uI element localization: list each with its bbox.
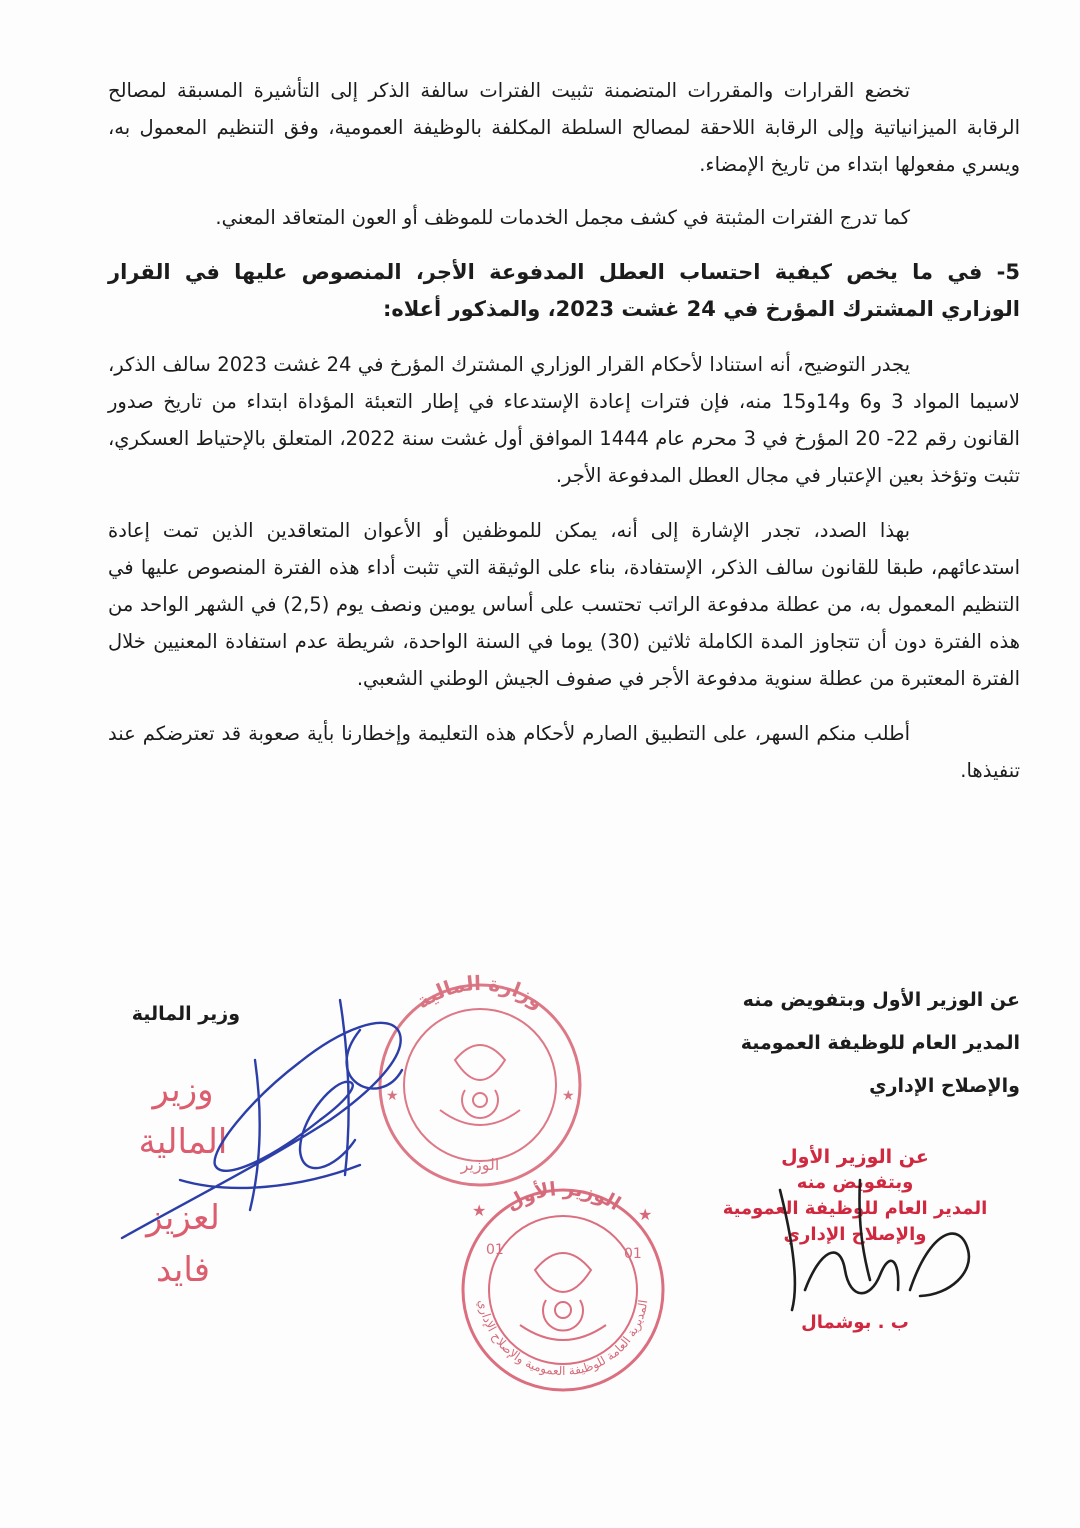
red-stamp-line-3: المدير العام للوظيفة العمومية <box>722 1198 988 1219</box>
emblem-icon <box>440 1045 520 1125</box>
red-stamp-name: ب . بوشمال <box>801 1312 909 1333</box>
prime-minister-seal <box>463 1178 663 1390</box>
finance-stamp-line-2: لعزيز فايد <box>146 1198 220 1290</box>
paragraph-closing-request: أطلب منكم السهر، على التطبيق الصارم لأحكام هذه التعليمة وإخطارنا بأية صعوبة قد تعترضكم عند تنفيذها. <box>108 722 1020 782</box>
red-stamp-line-4: والإصلاح الإداري <box>783 1224 927 1245</box>
director-signature <box>780 1180 969 1310</box>
signature-right-line-1: عن الوزير الأول وبتفويض منه <box>742 989 1020 1011</box>
finance-minister-signature <box>122 1000 402 1238</box>
svg-text:المديرية العامة للوظيفة العموم <box>476 1299 651 1378</box>
emblem-icon <box>520 1253 606 1340</box>
svg-text:الوزير الأول <box>502 1178 624 1215</box>
red-stamp-line-2: وبتفويض منه <box>796 1172 914 1193</box>
star-icon: ★ <box>562 1088 575 1104</box>
star-icon: ★ <box>386 1088 399 1104</box>
svg-text:وزارة المالية <box>411 971 548 1014</box>
pm-seal-top-text: الوزير الأول <box>502 1177 625 1216</box>
signature-title-finance: وزير المالية <box>131 1003 240 1025</box>
star-icon: ★ <box>472 1201 487 1220</box>
paragraph-clarification: يجدر التوضيح، أنه استنادا لأحكام القرار الوزاري المشترك المؤرخ في 24 غشت 2023 سالف الذكر، لاسيما المواد 3 و6 و14و15 منه، فإن فترات إعادة الإستدعاء في إطار التعبئة المؤداة ابتداء من تاريخ صدور القانون رقم 22- 20 المؤرخ في 3 محرم عام 1444 الموافق أول غشت سنة 2022، المتعلق بالإحتياط العسكري، تثبت وتؤخذ بعين الإعتبار في مجال العطل المدفوعة الأجر. <box>108 353 1021 487</box>
pm-seal-right-number: 01 <box>624 1246 642 1262</box>
finance-stamp-line-1: وزير المالية <box>138 1070 228 1162</box>
pm-seal-bottom-text: المديرية العامة للوظيفة العمومية والإصلاح الإداري <box>475 1298 651 1379</box>
signature-right-line-3: والإصلاح الإداري <box>869 1075 1020 1097</box>
red-stamp-line-1: عن الوزير الأول <box>781 1146 929 1168</box>
finance-seal-top-text: وزارة المالية <box>411 970 549 1014</box>
paragraph-services-record: كما تدرج الفترات المثبتة في كشف مجمل الخدمات للموظف أو العون المتعاقد المعني. <box>215 206 910 229</box>
signature-right-line-2: المدير العام للوظيفة العمومية <box>740 1032 1020 1054</box>
finance-ministry-seal <box>380 971 580 1185</box>
star-icon: ★ <box>638 1205 653 1224</box>
paragraph-approval-visa: تخضع القرارات والمقررات المتضمنة تثبيت الفترات سالفة الذكر إلى التأشيرة المسبقة لمصالح الرقابة الميزانياتية وإلى الرقابة اللاحقة لمصالح السلطة المكلفة بالوظيفة العمومية، وفق التنظيم المعمول به، ويسري مفعولها ابتداء من تاريخ الإمضاء. <box>108 79 1020 176</box>
section-5-heading: 5- في ما يخص كيفية احتساب العطل المدفوعة الأجر، المنصوص عليها في القرار الوزاري المشترك المؤرخ في 24 غشت 2023، والمذكور أعلاه: <box>108 260 1020 321</box>
finance-seal-bottom-text: الوزير <box>460 1155 500 1174</box>
paragraph-leave-calculation: بهذا الصدد، تجدر الإشارة إلى أنه، يمكن للموظفين أو الأعوان المتعاقدين الذين تمت إعادة استدعائهم، طبقا للقانون سالف الذكر، الإستفادة، بناء على الوثيقة التي تثبت أداء هذه الفترة المنصوص عليها في التنظيم المعمول به، من عطلة مدفوعة الراتب تحتسب على أساس يومين ونصف يوم (2,5) في الشهر الواحد من هذه الفترة دون أن تتجاوز المدة الكاملة ثلاثين (30) يوما في السنة الواحدة، شريطة عدم استفادة المعنيين خلال الفترة المعتبرة من عطلة سنوية مدفوعة الأجر في صفوف الجيش الوطني الشعبي. <box>108 519 1020 690</box>
pm-seal-left-number: 01 <box>486 1242 504 1258</box>
